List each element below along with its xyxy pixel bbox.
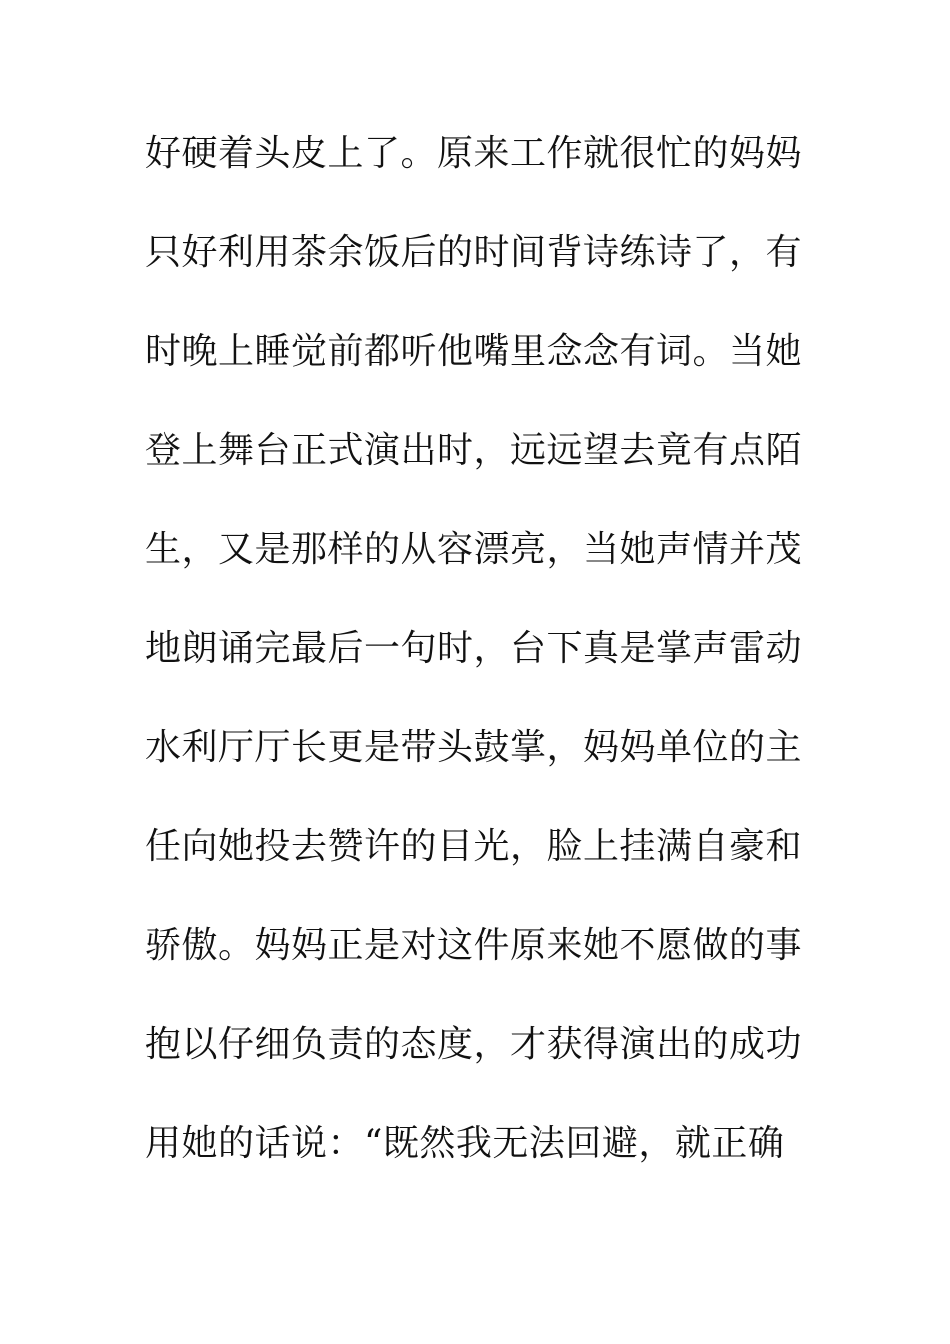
text-line-9: 骄傲。妈妈正是对这件原来她不愿做的事 [145,925,803,966]
text-line-2: 只好利用茶余饭后的时间背诗练诗了，有 [145,232,803,273]
text-line-7: 水利厅厅长更是带头鼓掌，妈妈单位的主 [145,727,803,768]
text-line-11: 用她的话说：“既然我无法回避，就正确 [145,1123,785,1164]
text-line-8: 任向她投去赞许的目光，脸上挂满自豪和 [145,826,803,867]
text-line-4: 登上舞台正式演出时，远远望去竟有点陌 [145,430,803,471]
text-line-6: 地朗诵完最后一句时，台下真是掌声雷动 [145,628,803,669]
text-line-5: 生，又是那样的从容漂亮，当她声情并茂 [145,529,803,570]
body-text [145,124,810,1213]
text-line-3: 时晚上睡觉前都听他嘴里念念有词。当她 [145,331,803,372]
text-line-10: 抱以仔细负责的态度，才获得演出的成功 [145,1024,803,1065]
text-line-1: 好硬着头皮上了。原来工作就很忙的妈妈 [145,133,803,174]
